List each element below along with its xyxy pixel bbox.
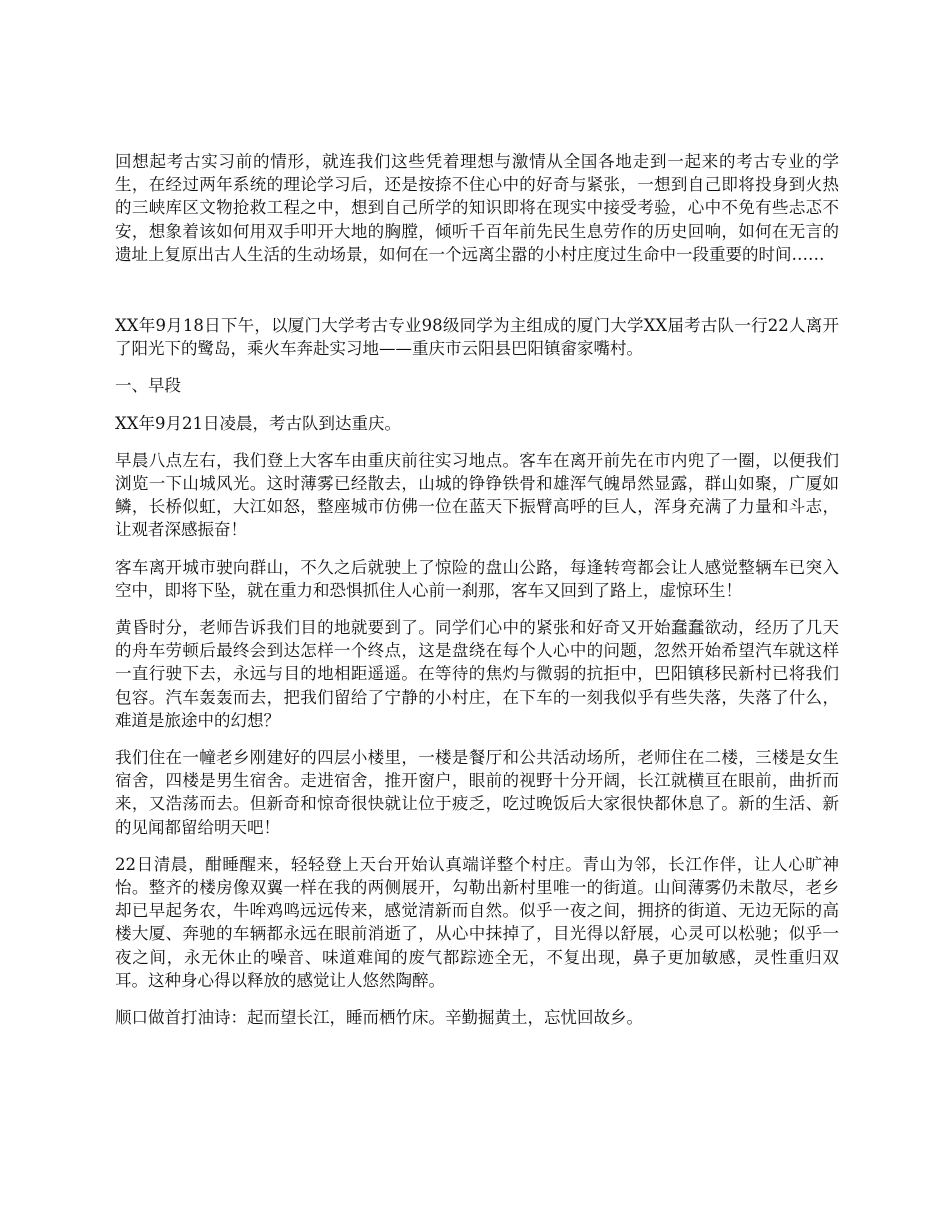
dusk-paragraph: 黄昏时分，老师告诉我们目的地就要到了。同学们心中的紧张和好奇又开始蠢蠢欲动，经历了几天的舟车劳顿后最终会到达怎样一个终点，这是盘绕在每个人心中的问题，忽然开始希望汽车就这样一直行驶下去，永远与目的地相距遥遥。在等待的焦灼与微弱的抗拒中，巴阳镇移民新村已将我们包容。汽车轰轰而去，把我们留给了宁静的小村庄，在下车的一刻我似乎有些失落，失落了什么，难道是旅途中的幻想？ <box>115 618 839 730</box>
departure-paragraph: XX年9月18日下午，以厦门大学考古专业98级同学为主组成的厦门大学XX届考古队一行22人离开了阳光下的鹭岛，乘火车奔赴实习地——重庆市云阳县巴阳镇畲家嘴村。 <box>115 316 839 359</box>
village-morning-paragraph: 22日清晨，酣睡醒来，轻轻登上天台开始认真端详整个村庄。青山为邻，长江作伴，让人心旷神怡。整齐的楼房像双翼一样在我的两侧展开，勾勒出新村里唯一的街道。山间薄雾仍未散尽，老乡却已早起务农，牛哞鸡鸣远远传来，感觉清新而自然。似乎一夜之间，拥挤的街道、无边无际的高楼大厦、奔驰的车辆都永远在眼前消逝了，从心中抹掉了，目光得以舒展，心灵可以松驰；似乎一夜之间，永无休止的噪音、味道难闻的废气都踪迹全无，不复出现，鼻子更加敏感，灵性重归双耳。这种身心得以释放的感觉让人悠然陶醉。 <box>115 854 839 990</box>
document-page <box>115 150 839 1029</box>
lodging-paragraph: 我们住在一幢老乡刚建好的四层小楼里，一楼是餐厅和公共活动场所，老师住在二楼，三楼是女生宿舍，四楼是男生宿舍。走进宿舍，推开窗户，眼前的视野十分开阔，长江就横亘在眼前，曲折而来，又浩荡而去。但新奇和惊奇很快就让位于疲乏，吃过晚饭后大家很快都休息了。新的生活、新的见闻都留给明天吧！ <box>115 748 839 837</box>
arrival-paragraph: XX年9月21日凌晨，考古队到达重庆。 <box>115 413 401 433</box>
poem-paragraph: 顺口做首打油诗：起而望长江，睡而栖竹床。辛勤掘黄土，忘忧回故乡。 <box>115 1008 643 1028</box>
spacer <box>115 839 839 853</box>
spacer <box>115 732 839 746</box>
spacer <box>115 360 839 374</box>
spacer <box>115 992 839 1006</box>
intro-paragraph: 回想起考古实习前的情形，就连我们这些凭着理想与激情从全国各地走到一起来的考古专业的学生，在经过两年系统的理论学习后，还是按捺不住心中的好奇与紧张，一想到自己即将投身到火热的三峡库区文物抢救工程之中，想到自己所学的知识即将在现实中接受考验，心中不免有些忐忑不安，想象着该如何用双手叩开大地的胸膛，倾听千百年前先民生息劳作的历史回响，如何在无言的遗址上复原出古人生活的生动场景，如何在一个远离尘嚣的小村庄度过生命中一段重要的时间…… <box>115 152 839 264</box>
spacer <box>115 266 839 314</box>
spacer <box>115 398 839 412</box>
spacer <box>115 435 839 449</box>
mountain-road-paragraph: 客车离开城市驶向群山，不久之后就驶上了惊险的盘山公路，每逢转弯都会让人感觉整辆车已突入空中，即将下坠，就在重力和恐惧抓住人心前一刹那，客车又回到了路上，虚惊环生！ <box>115 557 839 600</box>
spacer <box>115 542 839 556</box>
spacer <box>115 602 839 616</box>
morning-bus-paragraph: 早晨八点左右，我们登上大客车由重庆前往实习地点。客车在离开前先在市内兜了一圈，以便我们浏览一下山城风光。这时薄雾已经散去，山城的铮铮铁骨和雄浑气魄昂然显露，群山如聚，广厦如鳞，长桥似虹，大江如怒，整座城市仿佛一位在蓝天下振臂高呼的巨人，浑身充满了力量和斗志，让观者深感振奋！ <box>115 450 839 540</box>
section-heading: 一、早段 <box>115 376 181 396</box>
